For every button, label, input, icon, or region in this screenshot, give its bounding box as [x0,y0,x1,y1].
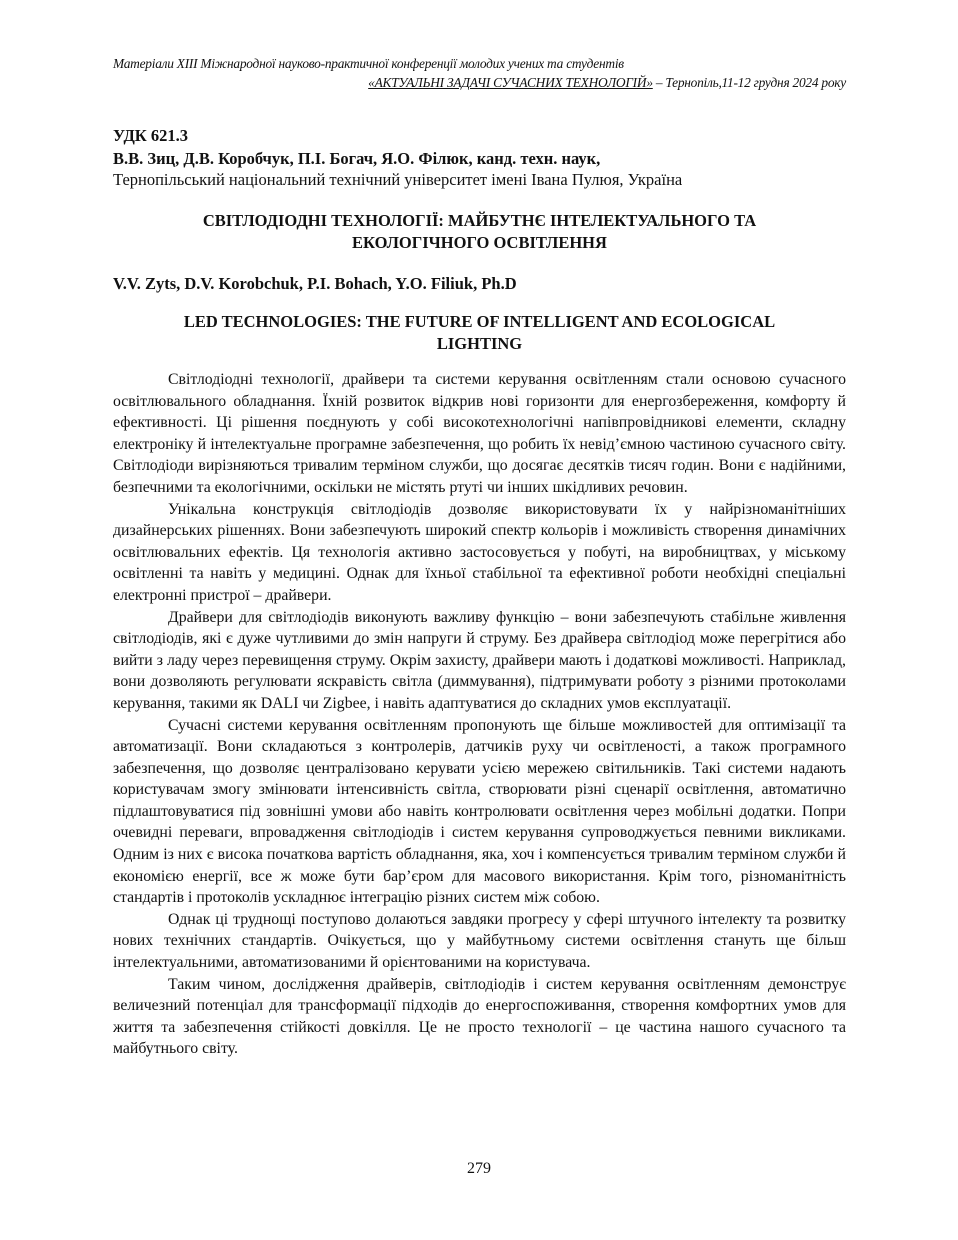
title-english [113,311,846,355]
authors-ukrainian: В.В. Зиц, Д.В. Коробчук, П.І. Богач, Я.О. Філюк, канд. техн. наук, [113,149,601,168]
affiliation: Тернопільський національний технічний університет імені Івана Пулюя, Україна [113,170,683,189]
conference-header-line2 [113,73,846,92]
udk-code: УДК 621.3 [113,126,189,145]
title-ukrainian [113,210,846,254]
page-number: 279 [467,1160,491,1177]
title-english-line2: LIGHTING [436,334,523,353]
paragraph: Драйвери для світлодіодів виконують важливу функцію – вони забезпечують стабільне живлення світлодіодів, які є дуже чутливими до змін напруги й струму. Без драйвера світлодіод може перегрітися або вийти з ладу через перевищення струму. Окрім захисту, драйвери мають і додаткові можливості. Наприклад, вони дозволяють регулювати яскравість світла (диммування), підтримувати роботу з різними протоколами керування, такими як DALI чи Zigbee, і навіть адаптуватися до складних умов експлуатації. [113,608,846,712]
paragraph: Однак ці труднощі поступово долаються завдяки прогресу у сфері штучного інтелекту та розвитку нових технічних стандартів. Очікується, що у майбутньому системи освітлення стануть ще більш інтелектуальними, автоматизованими й орієнтованими на користувача. [113,910,846,972]
authors-english: V.V. Zyts, D.V. Korobchuk, P.I. Bohach, Y.O. Filiuk, Ph.D [113,274,517,293]
title-english-line1: LED TECHNOLOGIES: THE FUTURE OF INTELLIGENT AND ECOLOGICAL [183,312,776,331]
title-ukrainian-line1: СВІТЛОДІОДНІ ТЕХНОЛОГІЇ: МАЙБУТНЄ ІНТЕЛЕКТУАЛЬНОГО ТА [202,211,757,230]
paragraph: Сучасні системи керування освітленням пропонують ще більше можливостей для оптимізації та автоматизації. Вони складаються з контролерів, датчиків руху чи освітленості, а також програмного забезпечення, що дозволяє централізовано керувати усією мережею світильників. Такі системи надають користувачам змогу змінювати інтенсивність світла, створювати різні сценарії освітлення, автоматично підлаштовуватися під зовнішні умови або навіть контролювати освітлення через мобільні додатки. Попри очевидні переваги, впровадження світлодіодів і систем керування супроводжується певними викликами. Одним із них є висока початкова вартість обладнання, яка, хоч і компенсується тривалим терміном служби й економією енергії, все ж може бути бар’єром для масового використання. Крім того, різноманітність стандартів і протоколів ускладнює інтеграцію різних систем між собою. [113,716,846,907]
article-body [113,369,846,1060]
paragraph: Світлодіодні технології, драйвери та системи керування освітленням стали основою сучасного освітлювального обладнання. Їхній розвиток відкрив нові горизонти для енергозбереження, комфорту й ефективності. Ці рішення поєднують у собі високотехнологічні напівпровідникові елементи, складну електроніку й інтелектуальне програмне забезпечення, що робить їх невід’ємною частиною сучасного світу. Світлодіоди вирізняються тривалим терміном служби, що досягає десятків тисяч годин. Вони є надійними, безпечними та екологічними, оскільки не містять ртуті чи інших шкідливих речовин. [113,371,846,496]
paragraph: Унікальна конструкція світлодіодів дозволяє використовувати їх у найрізноманітніших дизайнерських рішеннях. Вони забезпечують широкий спектр кольорів і можливість створення динамічних освітлювальних ефектів. Ця технологія активно застосовується у побуті, на виробництвах, у міському освітленні та навіть у медицині. Однак для їхньої стабільної та ефективної роботи необхідні спеціальні електронні пристрої – драйвери. [113,500,846,604]
conference-title: «АКТУАЛЬНІ ЗАДАЧІ СУЧАСНИХ ТЕХНОЛОГІЙ» [368,75,653,90]
conference-header-line1: Матеріали XIII Міжнародної науково-практичної конференції молодих учених та студентів [113,56,624,71]
title-ukrainian-line2: ЕКОЛОГІЧНОГО ОСВІТЛЕННЯ [352,233,607,252]
conference-date-place: – Тернопіль,11-12 грудня 2024 року [652,75,846,90]
conference-header [113,54,846,92]
paper-page [113,54,846,1060]
paragraph: Таким чином, дослідження драйверів, світлодіодів і систем керування освітленням демонструє величезний потенціал для трансформації підходів до енергоспоживання, створення комфортних умов для життя та забезпечення стійкості довкілля. Це не просто технології – це частина нашого сучасного та майбутнього світу. [113,975,846,1058]
